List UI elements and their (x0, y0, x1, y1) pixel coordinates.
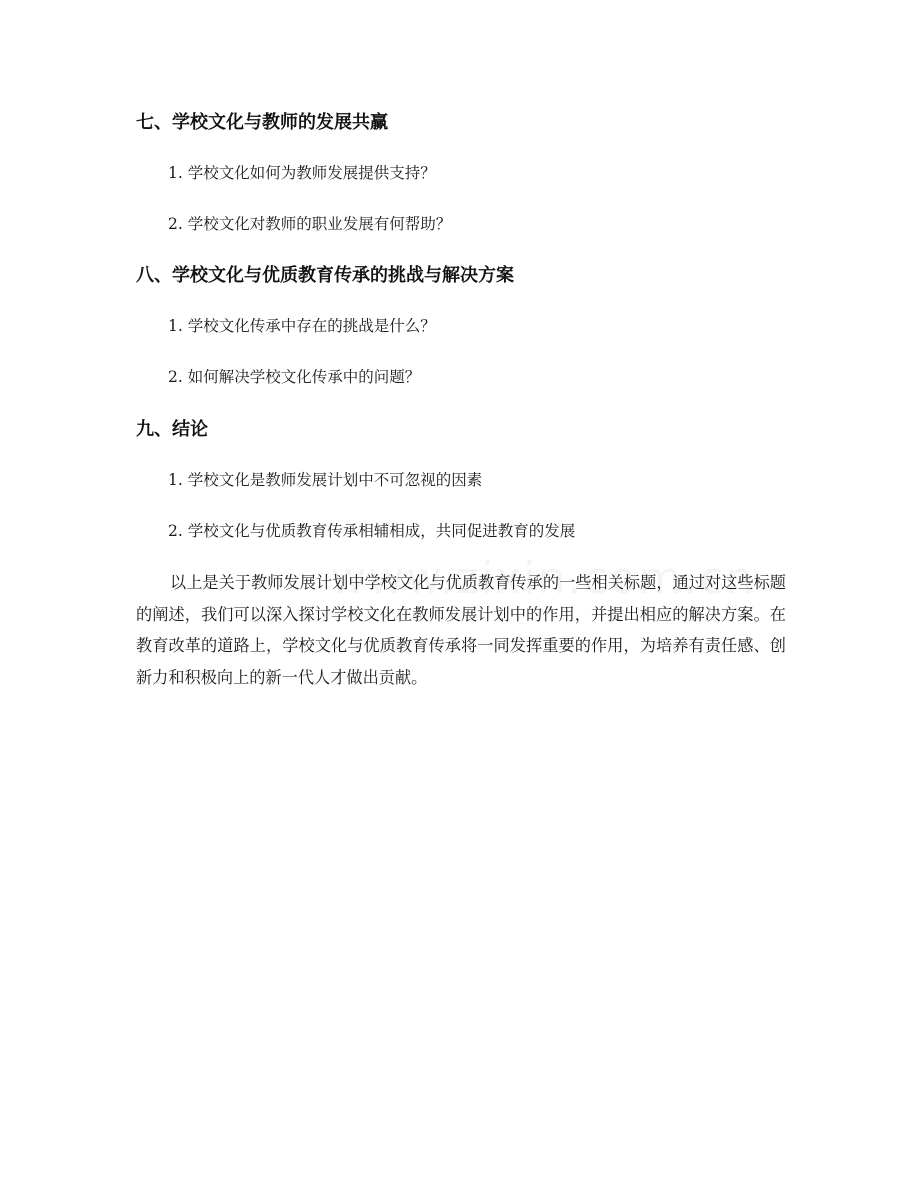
section-heading-8: 八、学校文化与优质教育传承的挑战与解决方案 (136, 265, 514, 286)
list-item: 2. 如何解决学校文化传承中的问题？ (168, 368, 421, 386)
list-item: 1. 学校文化如何为教师发展提供支持？ (168, 164, 436, 182)
conclusion-paragraph: 以上是关于教师发展计划中学校文化与优质教育传承的一些相关标题，通过对这些标题的阐述，我们可以深入探讨学校文化在教师发展计划中的作用，并提出相应的解决方案。在教育改革的道路上，学校文化与优质教育传承将一同发挥重要的作用，为培养有责任感、创新力和积极向上的新一代人才做出贡献。 (136, 573, 786, 687)
list-item: 1. 学校文化是教师发展计划中不可忽视的因素 (168, 471, 483, 489)
list-item: 2. 学校文化与优质教育传承相辅相成，共同促进教育的发展 (168, 522, 576, 540)
list-item: 2. 学校文化对教师的职业发展有何帮助？ (168, 215, 452, 233)
list-item: 1. 学校文化传承中存在的挑战是什么？ (168, 317, 436, 335)
section-heading-9: 九、结论 (136, 419, 208, 440)
section-heading-7: 七、学校文化与教师的发展共赢 (136, 112, 388, 133)
